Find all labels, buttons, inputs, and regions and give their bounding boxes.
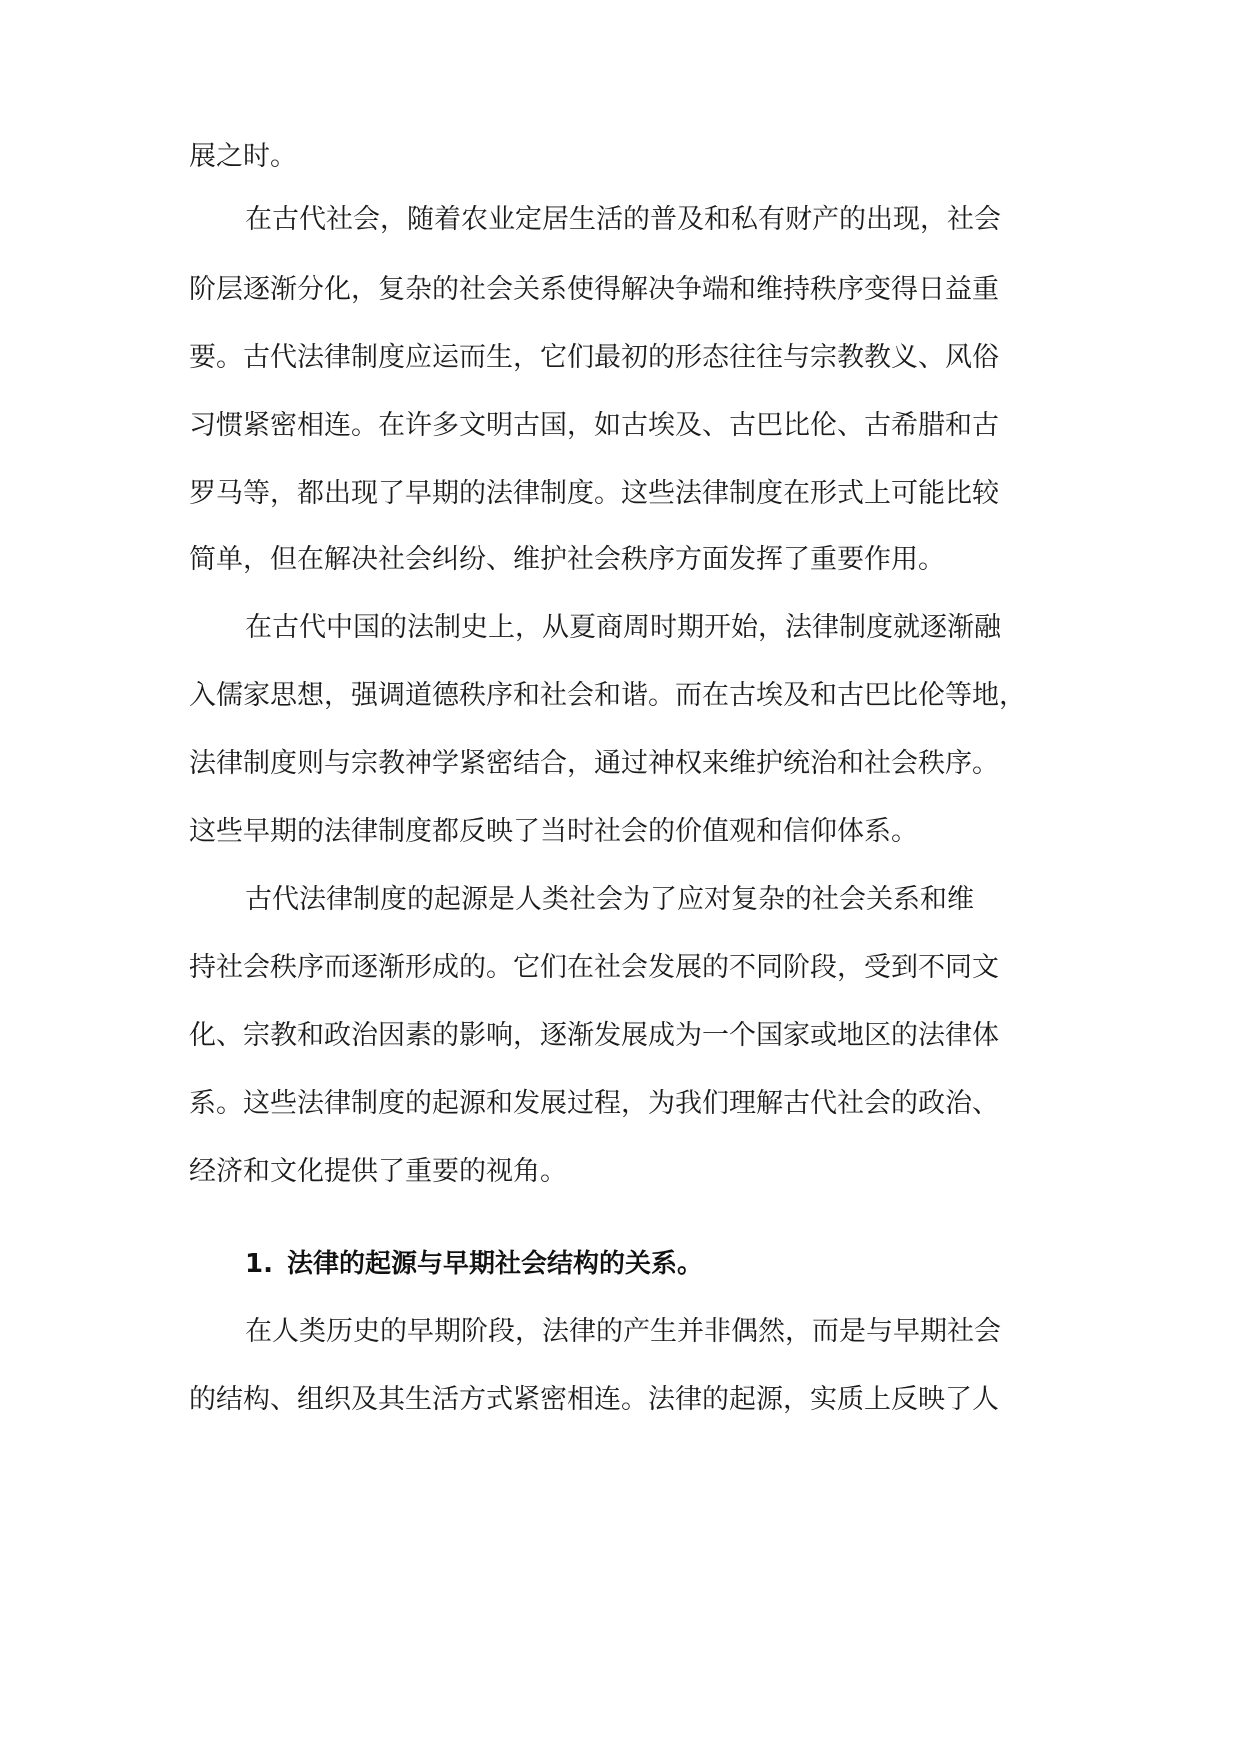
paragraph-line: 在古代中国的法制史上，从夏商周时期开始，法律制度就逐渐融: [245, 612, 1001, 643]
paragraph-line: 阶层逐渐分化，复杂的社会关系使得解决争端和维持秩序变得日益重: [189, 274, 999, 305]
paragraph-line: 的结构、组织及其生活方式紧密相连。法律的起源，实质上反映了人: [189, 1384, 999, 1415]
paragraph-line: 在人类历史的早期阶段，法律的产生并非偶然，而是与早期社会: [245, 1316, 1001, 1347]
paragraph-line: 法律制度则与宗教神学紧密结合，通过神权来维护统治和社会秩序。: [189, 748, 999, 779]
paragraph-line: 系。这些法律制度的起源和发展过程，为我们理解古代社会的政治、: [189, 1088, 999, 1119]
paragraph-line: 要。古代法律制度应运而生，它们最初的形态往往与宗教教义、风俗: [189, 342, 999, 373]
paragraph-line: 持社会秩序而逐渐形成的。它们在社会发展的不同阶段，受到不同文: [189, 952, 999, 983]
paragraph-line: 简单，但在解决社会纠纷、维护社会秩序方面发挥了重要作用。: [189, 544, 945, 575]
paragraph-line: 古代法律制度的起源是人类社会为了应对复杂的社会关系和维: [245, 884, 974, 915]
paragraph-line: 经济和文化提供了重要的视角。: [189, 1156, 567, 1187]
paragraph-line: 入儒家思想，强调道德秩序和社会和谐。而在古埃及和古巴比伦等地，: [189, 680, 1026, 711]
paragraph-line: 化、宗教和政治因素的影响，逐渐发展成为一个国家或地区的法律体: [189, 1020, 999, 1051]
paragraph-line: 这些早期的法律制度都反映了当时社会的价值观和信仰体系。: [189, 816, 918, 847]
paragraph-line: 展之时。: [189, 141, 297, 172]
section-number: 1.: [245, 1249, 273, 1279]
paragraph-line: 罗马等，都出现了早期的法律制度。这些法律制度在形式上可能比较: [189, 478, 999, 509]
section-heading: [245, 1244, 1065, 1284]
paragraph-line: 习惯紧密相连。在许多文明古国，如古埃及、古巴比伦、古希腊和古: [189, 410, 999, 441]
paragraph-line: 在古代社会，随着农业定居生活的普及和私有财产的出现，社会: [245, 204, 1001, 235]
section-title: 法律的起源与早期社会结构的关系。: [287, 1249, 704, 1279]
